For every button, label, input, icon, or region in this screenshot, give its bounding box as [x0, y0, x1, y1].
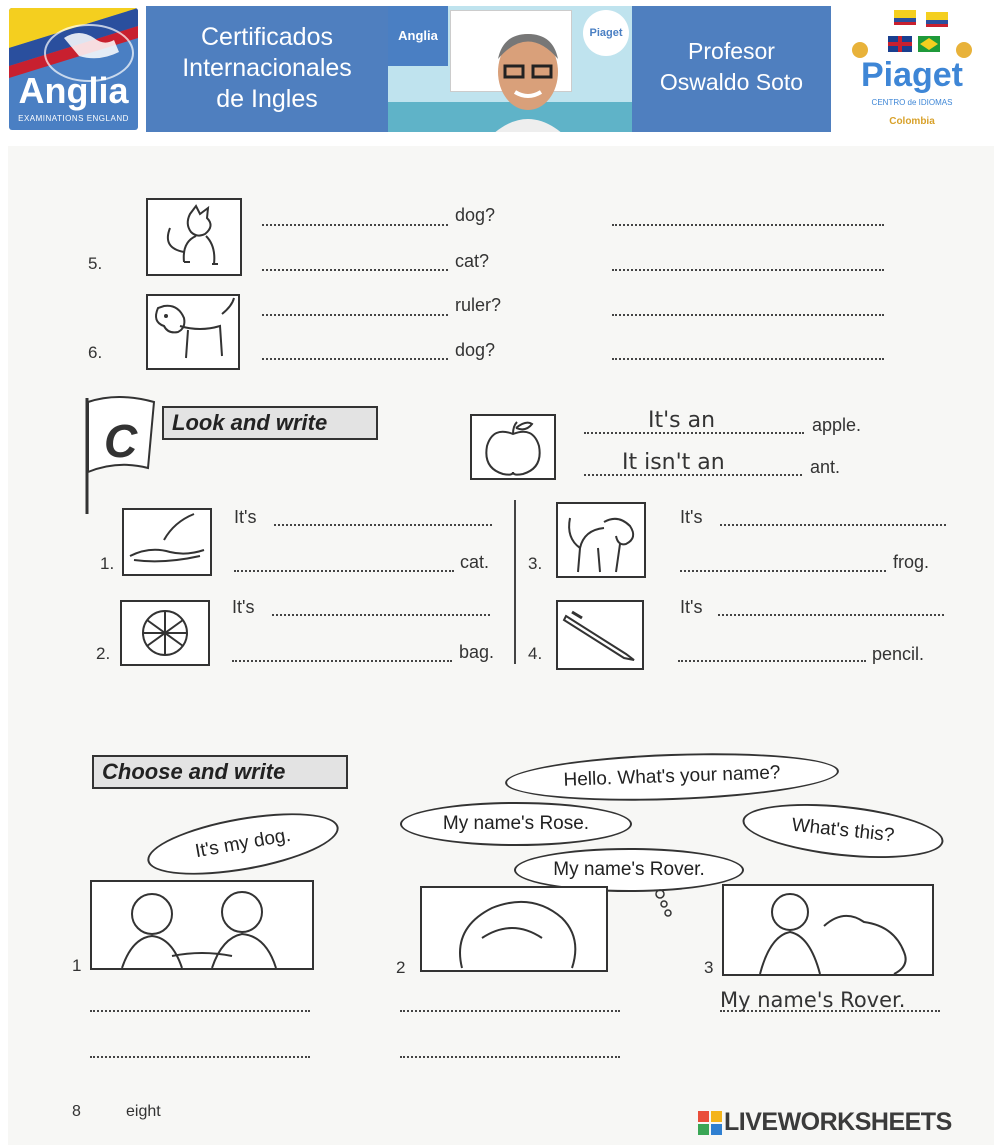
apple-picture	[470, 414, 556, 480]
teacher-line-1: Profesor	[688, 38, 775, 64]
item-5-q2: cat?	[455, 251, 490, 271]
c-item-4-number: 4.	[528, 644, 543, 663]
piaget-logo	[838, 4, 986, 132]
example-answer-1: It's an	[648, 408, 716, 433]
item-6-q1: ruler?	[455, 295, 502, 315]
lion-icon	[422, 888, 606, 970]
c-item-3-end: frog.	[893, 552, 930, 572]
photo-piaget-logo: Piaget	[583, 10, 629, 56]
picture-3-boy-dog	[722, 884, 934, 976]
c-answer-line-4b[interactable]	[678, 660, 866, 662]
anglia-logo-sub: EXAMINATIONS ENGLAND	[18, 114, 129, 123]
c-answer-line-1b[interactable]	[234, 570, 454, 572]
banner-line-3: de Ingles	[216, 85, 318, 113]
liveworksheets-logo-icon	[698, 1111, 722, 1135]
c-item-3-number: 3.	[528, 554, 543, 573]
dog-icon	[558, 504, 644, 576]
teacher-line-2: Oswaldo Soto	[659, 69, 804, 95]
d-answer-line-2b[interactable]	[400, 1056, 620, 1058]
example-answer-2: It isn't an	[622, 450, 725, 475]
page-word: eight	[126, 1103, 161, 1120]
answer-line-5b[interactable]	[612, 224, 884, 226]
picture-2-lion	[420, 886, 608, 972]
c-item-2-number: 2.	[96, 644, 111, 663]
item-5-number: 5.	[88, 254, 103, 273]
item-6-q2: dog?	[455, 340, 496, 360]
banner-line-1: Certificados	[201, 23, 333, 51]
c-item-2-end: bag.	[459, 642, 495, 662]
photo-anglia-logo: Anglia	[388, 6, 448, 66]
d-answer-line-1b[interactable]	[90, 1056, 310, 1058]
picture-3-number: 3	[704, 958, 714, 977]
c-item-4-end: pencil.	[872, 644, 925, 664]
c-answer-line-2b[interactable]	[232, 660, 452, 662]
c-answer-line-3a[interactable]	[720, 524, 946, 526]
answer-line-5a[interactable]	[262, 224, 448, 226]
picture-1-handshake	[90, 880, 314, 970]
answer-line-5d[interactable]	[612, 269, 884, 271]
column-divider	[514, 500, 516, 664]
anglia-logo	[9, 8, 138, 130]
cat-picture	[146, 198, 242, 276]
ball-picture	[120, 600, 210, 666]
boy-dog-icon	[724, 886, 932, 974]
piaget-logo-sub: CENTRO de IDIOMAS	[871, 98, 953, 107]
speech-bubble-rose: My name's Rose.	[400, 802, 632, 846]
speech-bubble-rover: My name's Rover.	[514, 848, 744, 892]
dog-picture	[146, 294, 240, 370]
anglia-logo-name: Anglia	[18, 70, 129, 111]
c-answer-line-2a[interactable]	[272, 614, 490, 616]
speech-bubble-whats-this: What's this?	[740, 796, 946, 867]
d-answer-line-2a[interactable]	[400, 1010, 620, 1012]
c-item-1-end: cat.	[460, 552, 490, 572]
pen-picture	[556, 600, 644, 670]
picture-2-number: 2	[396, 958, 406, 977]
c-item-3-start: It's	[680, 507, 703, 527]
picture-1-number: 1	[72, 956, 82, 975]
answer-line-5c[interactable]	[262, 269, 448, 271]
example-end-1: apple.	[812, 415, 862, 435]
section-d-title: Choose and write	[92, 755, 348, 789]
answer-line-6c[interactable]	[262, 358, 448, 360]
c-answer-line-1a[interactable]	[274, 524, 492, 526]
d-answer-line-3a	[720, 1010, 940, 1012]
certificate-banner	[146, 6, 388, 132]
crocodile-picture	[122, 508, 212, 576]
ball-icon	[122, 602, 208, 664]
item-6-number: 6.	[88, 343, 103, 362]
c-item-2-start: It's	[232, 597, 255, 617]
page-number: 8	[72, 1103, 81, 1120]
thought-dots-icon	[648, 888, 678, 920]
example-end-2: ant.	[810, 457, 841, 477]
teacher-banner	[632, 6, 831, 132]
answer-line-6b[interactable]	[612, 314, 884, 316]
section-c-title: Look and write	[162, 406, 378, 440]
teacher-photo	[388, 6, 632, 132]
piaget-logo-name: Piaget	[860, 56, 964, 94]
c-answer-line-4a[interactable]	[718, 614, 944, 616]
crocodile-icon	[124, 510, 210, 574]
speech-bubble-hello: Hello. What's your name?	[504, 748, 839, 806]
speech-bubble-dog: It's my dog.	[143, 802, 343, 887]
c-item-1-number: 1.	[100, 554, 115, 573]
pen-icon	[558, 602, 642, 668]
c-item-4-start: It's	[680, 597, 703, 617]
piaget-logo-country: Colombia	[889, 116, 935, 127]
c-item-1-start: It's	[234, 507, 257, 527]
banner-line-2: Internacionales	[182, 54, 352, 82]
section-letter: C	[104, 415, 138, 467]
c-answer-line-3b[interactable]	[680, 570, 886, 572]
liveworksheets-brand: LIVEWORKSHEETS	[724, 1108, 952, 1136]
answer-line-6a[interactable]	[262, 314, 448, 316]
item-5-q1: dog?	[455, 205, 496, 225]
apple-icon	[472, 416, 554, 478]
cat-icon	[148, 200, 240, 274]
d-answer-3a: My name's Rover.	[720, 988, 906, 1012]
dog-icon	[148, 296, 238, 368]
dog-picture-2	[556, 502, 646, 578]
children-icon	[92, 882, 312, 968]
person-icon	[483, 24, 573, 132]
answer-line-6d[interactable]	[612, 358, 884, 360]
d-answer-line-1a[interactable]	[90, 1010, 310, 1012]
